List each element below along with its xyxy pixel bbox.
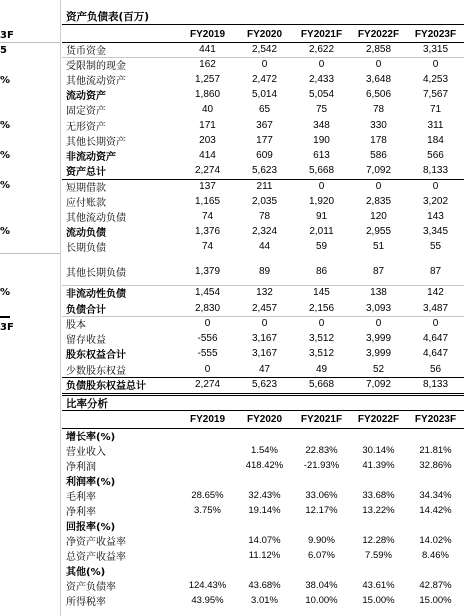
cell-value: 52 [372, 364, 385, 375]
cell-value: 28.65% [191, 490, 224, 501]
row-label: 毛利率 [66, 492, 96, 503]
cell-value: 2,274 [194, 165, 221, 176]
cell-value: 33.06% [305, 490, 338, 501]
year-header: FY2022F [357, 414, 400, 425]
left-gridline [0, 253, 60, 254]
balance-row [62, 209, 464, 224]
cell-value: 6.07% [308, 550, 335, 561]
cell-value: 1,860 [194, 89, 221, 100]
cell-value: 1.54% [251, 445, 278, 456]
ratio-analysis-title: 比率分析 [62, 395, 464, 411]
row-divider [62, 393, 464, 394]
cell-value: 5,668 [308, 379, 335, 390]
row-label: 资产总计 [66, 167, 106, 178]
cell-value: 178 [370, 135, 387, 146]
cell-value: 0 [375, 59, 382, 70]
cell-value: 143 [427, 211, 444, 222]
cell-value: 418.42% [245, 460, 284, 471]
row-label: 无形资产 [66, 122, 106, 133]
cell-value: 13.22% [362, 505, 395, 516]
ratio-row [62, 458, 464, 473]
row-label: 非流动资产 [66, 152, 116, 163]
cell-value: 609 [256, 150, 273, 161]
left-mark: 5 [0, 45, 7, 56]
cell-value: 22.83% [305, 445, 338, 456]
cell-value: 89 [258, 265, 271, 277]
left-mark: % [0, 226, 11, 237]
year-header: FY2019 [189, 414, 226, 425]
cell-value: 44 [258, 241, 271, 252]
cell-value: 2,457 [251, 303, 278, 314]
cell-value: 91 [315, 211, 328, 222]
cell-value: 38.04% [305, 580, 338, 591]
year-header: FY2019 [189, 29, 226, 40]
balance-row [62, 57, 464, 72]
cell-value: 0 [375, 181, 382, 192]
row-label: 增长率(%) [66, 432, 116, 443]
cell-value: 120 [370, 211, 387, 222]
cell-value: 51 [372, 241, 385, 252]
cell-value: 3,487 [422, 303, 449, 314]
cell-value: 56 [429, 364, 442, 375]
year-header: FY2020 [246, 414, 283, 425]
cell-value: 2,011 [309, 226, 334, 237]
balance-row [62, 102, 464, 117]
cell-value: 171 [199, 120, 216, 131]
cell-value: 0 [375, 318, 382, 329]
cell-value: 414 [199, 150, 216, 161]
row-divider [62, 316, 464, 317]
balance-row [62, 331, 464, 346]
row-label: 固定资产 [66, 106, 106, 117]
row-label: 利润率(%) [66, 477, 116, 488]
left-mark: 3F [0, 30, 14, 41]
cell-value: 566 [427, 150, 444, 161]
row-divider [62, 57, 464, 58]
cell-value: 3,093 [365, 303, 392, 314]
left-mark: % [0, 287, 11, 298]
ratio-row [62, 443, 464, 458]
cell-value: 367 [256, 120, 273, 131]
cell-value: 32.43% [248, 490, 281, 501]
cell-value: 124.43% [188, 580, 227, 591]
row-label: 回报率(%) [66, 522, 116, 533]
row-label: 少数股东权益 [66, 366, 126, 377]
cell-value: 441 [199, 44, 216, 55]
row-label: 留存收益 [66, 335, 106, 346]
cell-value: 5,623 [251, 165, 278, 176]
cell-value: 3,999 [365, 348, 392, 359]
cell-value: 145 [313, 287, 330, 298]
cell-value: 3,315 [422, 44, 449, 55]
cell-value: 190 [313, 135, 330, 146]
row-label: 应付账款 [66, 198, 106, 209]
cell-value: 6,506 [365, 89, 392, 100]
cell-value: 138 [370, 287, 387, 298]
balance-row [62, 87, 464, 102]
ratio-row [62, 518, 464, 533]
year-header: FY2022F [357, 29, 400, 40]
cell-value: 177 [256, 135, 273, 146]
balance-row [62, 224, 464, 239]
cell-value: 78 [372, 104, 385, 115]
cell-value: 11.12% [248, 550, 281, 561]
cell-value: 7,092 [365, 379, 392, 390]
cell-value: 3.01% [251, 595, 278, 606]
cell-value: 0 [261, 318, 268, 329]
cell-value: 42.87% [419, 580, 452, 591]
cell-value: 2,156 [308, 303, 335, 314]
cell-value: 211 [256, 181, 273, 192]
left-mark: % [0, 150, 11, 161]
cell-value: 3,167 [251, 348, 278, 359]
cell-value: 43.95% [191, 595, 224, 606]
row-label: 净利率 [66, 507, 96, 518]
cell-value: 0 [318, 318, 325, 329]
cell-value: 30.14% [362, 445, 395, 456]
cell-value: 0 [318, 181, 325, 192]
balance-row [62, 179, 464, 194]
row-label: 净资产收益率 [66, 537, 126, 548]
balance-row [62, 194, 464, 209]
balance-row [62, 163, 464, 178]
row-label: 流动资产 [66, 91, 106, 102]
cell-value: 142 [427, 287, 444, 298]
cell-value: 2,433 [308, 74, 335, 85]
row-label: 其他长期负债 [66, 267, 126, 279]
ratio-row [62, 578, 464, 593]
cell-value: 3,648 [365, 74, 392, 85]
row-label: 总资产收益率 [66, 552, 126, 563]
cell-value: 8,133 [422, 379, 449, 390]
row-label: 其他(%) [66, 567, 106, 578]
cell-value: 15.00% [362, 595, 395, 606]
cell-value: 5,623 [251, 379, 278, 390]
left-mark: % [0, 120, 11, 131]
year-header: FY2023F [414, 29, 457, 40]
cell-value: 0 [432, 318, 439, 329]
cell-value: 87 [372, 265, 385, 277]
cell-value: 586 [370, 150, 387, 161]
row-label: 营业收入 [66, 447, 106, 458]
ratio-row [62, 533, 464, 548]
cell-value: -556 [197, 333, 218, 344]
cell-value: 75 [315, 104, 328, 115]
cell-value: 4,253 [422, 74, 449, 85]
cell-value: 2,622 [308, 44, 335, 55]
cell-value: 74 [201, 241, 214, 252]
balance-row [62, 260, 464, 282]
row-label: 负债股东权益总计 [66, 381, 146, 392]
cell-value: 71 [429, 104, 442, 115]
cell-value: 3,999 [365, 333, 392, 344]
cell-value: 348 [313, 120, 330, 131]
cell-value: 5,014 [251, 89, 278, 100]
cell-value: 8,133 [422, 165, 449, 176]
cell-value: 86 [315, 265, 328, 277]
cell-value: -21.93% [303, 460, 340, 471]
cell-value: 8.46% [422, 550, 449, 561]
cell-value: 0 [204, 318, 211, 329]
cell-value: 4,647 [422, 348, 449, 359]
cell-value: 43.61% [362, 580, 395, 591]
cell-value: 0 [432, 181, 439, 192]
cell-value: 137 [199, 181, 216, 192]
cell-value: 78 [258, 211, 271, 222]
cell-value: 613 [313, 150, 330, 161]
cell-value: 184 [427, 135, 444, 146]
cell-value: 2,955 [365, 226, 392, 237]
year-header: FY2020 [246, 29, 283, 40]
year-header: FY2021F [300, 29, 343, 40]
cell-value: 65 [258, 104, 271, 115]
balance-row [62, 239, 464, 254]
ratio-row [62, 563, 464, 578]
cell-value: 33.68% [362, 490, 395, 501]
balance-row [62, 133, 464, 148]
cell-value: 162 [199, 59, 216, 70]
balance-row [62, 346, 464, 361]
cell-value: 3.75% [194, 505, 221, 516]
row-label: 股本 [66, 320, 86, 331]
ratio-row [62, 593, 464, 608]
cell-value: 1,257 [194, 74, 221, 85]
cell-value: 1,379 [194, 265, 221, 277]
cell-value: 3,202 [422, 196, 449, 207]
cell-value: 2,542 [251, 44, 278, 55]
balance-row [62, 301, 464, 316]
cell-value: 5,054 [308, 89, 335, 100]
cell-value: 5,668 [308, 165, 335, 176]
cell-value: 47 [258, 364, 271, 375]
cell-value: 21.81% [419, 445, 452, 456]
cell-value: 3,167 [251, 333, 278, 344]
cell-value: 2,274 [194, 379, 221, 390]
cell-value: 203 [199, 135, 216, 146]
cell-value: 41.39% [362, 460, 395, 471]
cell-value: 14.07% [248, 535, 281, 546]
row-label: 其他流动资产 [66, 76, 126, 87]
cell-value: 43.68% [248, 580, 281, 591]
cell-value: 0 [318, 59, 325, 70]
cell-value: 49 [315, 364, 328, 375]
cell-value: 0 [204, 364, 211, 375]
row-label: 资产负债率 [66, 582, 116, 593]
cell-value: 59 [315, 241, 328, 252]
row-label: 短期借款 [66, 183, 106, 194]
cell-value: -555 [197, 348, 218, 359]
cell-value: 87 [429, 265, 442, 277]
balance-row [62, 362, 464, 377]
cell-value: 2,324 [251, 226, 278, 237]
row-label: 负债合计 [66, 305, 106, 316]
ratio-row [62, 488, 464, 503]
cell-value: 9.90% [308, 535, 335, 546]
row-divider [62, 179, 464, 180]
cell-value: 132 [256, 287, 273, 298]
left-mark: % [0, 180, 11, 191]
cell-value: 4,647 [422, 333, 449, 344]
left-adjacent-column [0, 0, 61, 616]
cell-value: 2,835 [365, 196, 392, 207]
row-label: 所得税率 [66, 597, 106, 608]
row-label: 其他长期资产 [66, 137, 126, 148]
ratio-row [62, 503, 464, 518]
left-gridline [0, 42, 60, 43]
row-label: 其他流动负债 [66, 213, 126, 224]
row-label: 非流动性负债 [66, 289, 126, 300]
cell-value: 40 [201, 104, 214, 115]
ratio-row [62, 548, 464, 563]
row-divider [62, 377, 464, 378]
cell-value: 2,035 [251, 196, 278, 207]
cell-value: 1,376 [194, 226, 221, 237]
year-header: FY2023F [414, 414, 457, 425]
cell-value: 3,345 [422, 226, 449, 237]
row-label: 流动负债 [66, 228, 106, 239]
cell-value: 12.28% [362, 535, 395, 546]
row-divider [62, 285, 464, 286]
cell-value: 7,567 [422, 89, 449, 100]
cell-value: 14.02% [419, 535, 452, 546]
balance-row [62, 72, 464, 87]
cell-value: 2,830 [194, 303, 221, 314]
cell-value: 12.17% [305, 505, 338, 516]
cell-value: 55 [429, 241, 442, 252]
cell-value: 0 [261, 59, 268, 70]
balance-row [62, 148, 464, 163]
balance-row [62, 42, 464, 57]
left-mark: 3F [0, 322, 14, 333]
cell-value: 311 [427, 120, 444, 131]
balance-row [62, 377, 464, 392]
cell-value: 7,092 [365, 165, 392, 176]
row-label: 净利润 [66, 462, 96, 473]
row-label: 股东权益合计 [66, 350, 126, 361]
cell-value: 1,165 [194, 196, 221, 207]
cell-value: 3,512 [308, 348, 335, 359]
cell-value: 330 [370, 120, 387, 131]
cell-value: 74 [201, 211, 214, 222]
row-label: 长期负债 [66, 243, 106, 254]
row-label: 受限制的现金 [66, 61, 126, 72]
cell-value: 10.00% [305, 595, 338, 606]
balance-row [62, 316, 464, 331]
ratio-row [62, 428, 464, 443]
cell-value: 34.34% [419, 490, 452, 501]
cell-value: 15.00% [419, 595, 452, 606]
balance-row [62, 118, 464, 133]
ratio-row [62, 473, 464, 488]
balance-row [62, 285, 464, 300]
year-header: FY2021F [300, 414, 343, 425]
row-label: 货币资金 [66, 46, 106, 57]
cell-value: 14.42% [419, 505, 452, 516]
cell-value: 32.86% [419, 460, 452, 471]
ratio-header-row [62, 412, 464, 427]
cell-value: 2,858 [365, 44, 392, 55]
cell-value: 2,472 [251, 74, 278, 85]
balance-header-row [62, 27, 464, 42]
balance-sheet-title: 资产负债表(百万) [62, 9, 464, 25]
cell-value: 7.59% [365, 550, 392, 561]
cell-value: 3,512 [308, 333, 335, 344]
left-mark: % [0, 75, 11, 86]
cell-value: 1,454 [194, 287, 221, 298]
left-divider [0, 316, 10, 318]
cell-value: 19.14% [248, 505, 281, 516]
cell-value: 0 [432, 59, 439, 70]
cell-value: 1,920 [308, 196, 335, 207]
